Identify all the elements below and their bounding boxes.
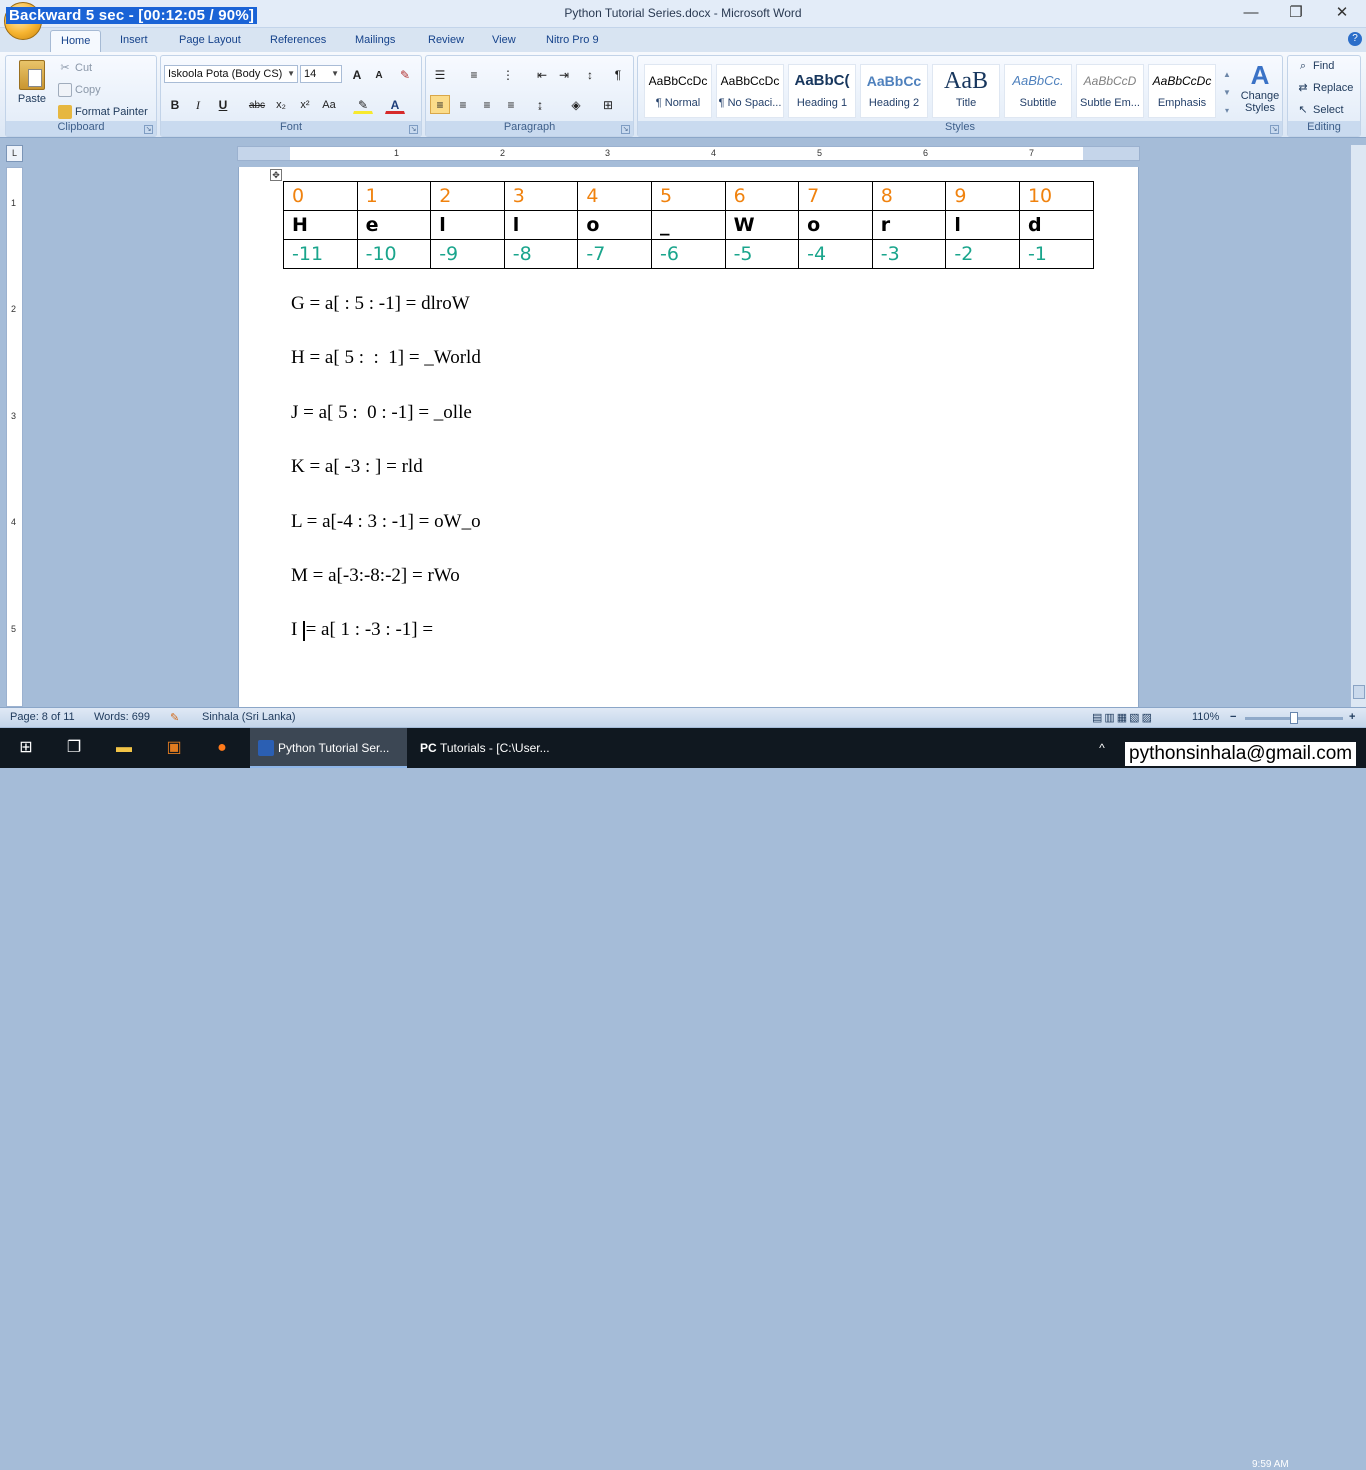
styles-group-label: Styles [638,121,1282,136]
expression-line: M = a[-3:-8:-2] = rWo [291,565,460,586]
style-emphasis[interactable]: AaBbCcDc Emphasis [1148,64,1216,118]
tab-mailings[interactable]: Mailings [355,34,396,46]
taskbar-tutorials-app[interactable]: PC Tutorials - [C:\User... [412,728,572,768]
zoom-slider-thumb[interactable] [1290,712,1298,724]
show-formatting-button[interactable]: ¶ [614,68,622,82]
clipboard-icon [19,60,45,90]
format-painter-button[interactable]: Format Painter [58,105,148,119]
font-color-button[interactable]: A [385,95,405,114]
binoculars-icon: ⌕ [1299,60,1307,72]
tab-references[interactable]: References [270,34,327,46]
firefox-icon[interactable]: ● [217,739,227,756]
proofing-icon[interactable]: ✎ [170,712,180,724]
expression-line: J = a[ 5 : 0 : -1] = _olle [291,402,472,423]
table-cell: -1 [1019,240,1093,269]
style-no-spacing[interactable]: AaBbCcDc ¶ No Spaci... [716,64,784,118]
minimize-button[interactable]: — [1243,4,1259,21]
chevron-down-icon: ▼ [331,69,339,78]
table-cell: -5 [725,240,799,269]
style-normal[interactable]: AaBbCcDc ¶ Normal [644,64,712,118]
table-cell: -4 [799,240,873,269]
replace-button[interactable]: ⇄ Replace [1296,81,1353,95]
subscript-button[interactable]: x₂ [276,99,286,111]
table-cell: 3 [504,182,578,211]
zoom-out-button[interactable]: − [1230,711,1237,723]
expression-line: H = a[ 5 : : 1] = _World [291,347,481,368]
paragraph-launcher-icon[interactable]: ↘ [622,126,629,133]
table-cell: 4 [578,182,652,211]
zoom-level[interactable]: 110% [1192,711,1220,723]
align-right-icon[interactable]: ≡ [483,98,491,112]
table-cell: 5 [651,182,725,211]
table-cell: r [872,211,946,240]
change-styles-button[interactable]: A Change Styles [1238,60,1282,114]
text-cursor [303,621,305,641]
select-button[interactable]: ↖ Select [1296,103,1344,117]
table-cell: 9 [946,182,1020,211]
table-cell: l [946,211,1020,240]
table-cell: -10 [357,240,431,269]
pc-icon: PC [420,741,437,755]
italic-button[interactable]: I [196,98,200,112]
clipboard-group [5,55,157,137]
table-cell: 2 [431,182,505,211]
show-hidden-icons-button[interactable]: ^ [1099,741,1105,755]
table-cell: -3 [872,240,946,269]
style-heading-2[interactable]: AaBbCc Heading 2 [860,64,928,118]
windows-start-icon[interactable]: ⊞ [19,739,33,756]
clipboard-group-label: Clipboard [6,121,156,136]
scissors-icon: ✂ [60,62,70,74]
language-indicator[interactable]: Sinhala (Sri Lanka) [202,711,296,723]
numbering-icon[interactable]: ≡ [470,68,478,82]
tab-nitro-pro[interactable]: Nitro Pro 9 [546,34,599,46]
taskbar-word-app[interactable]: Python Tutorial Ser... [250,728,407,768]
tab-insert[interactable]: Insert [120,34,148,46]
expression-line: L = a[-4 : 3 : -1] = oW_o [291,511,481,532]
task-view-icon[interactable]: ❐ [66,739,82,756]
font-name-combo[interactable]: Iskoola Pota (Body CS) ▼ [164,65,298,83]
table-cell: 1 [357,182,431,211]
table-cell: d [1019,211,1093,240]
powerpoint-icon[interactable]: ▣ [166,739,182,756]
title-bar [0,0,1366,28]
paintbrush-icon [58,105,72,119]
tab-selector[interactable]: L [6,145,23,162]
paragraph-group-label: Paragraph [426,121,633,136]
styles-scroll-up-icon[interactable]: ▲ [1223,70,1231,79]
increase-indent-icon[interactable]: ⇥ [558,68,570,82]
styles-scroll-down-icon[interactable]: ▼ [1223,88,1231,97]
restore-button[interactable]: ❐ [1289,4,1303,21]
copy-button[interactable]: Copy [58,83,101,97]
chevron-down-icon: ▼ [287,69,295,78]
watermark-email: pythonsinhala@gmail.com [1125,742,1356,766]
borders-icon[interactable]: ⊞ [602,98,614,112]
table-cell: l [504,211,578,240]
font-group-label: Font [161,121,421,136]
style-subtle-emphasis[interactable]: AaBbCcD Subtle Em... [1076,64,1144,118]
paragraph-group [425,55,634,137]
expression-line: K = a[ -3 : ] = rld [291,456,423,477]
expression-line: G = a[ : 5 : -1] = dlroW [291,293,470,314]
table-cell: H [284,211,358,240]
index-row [284,182,1094,211]
status-bar [0,707,1366,727]
table-cell: 0 [284,182,358,211]
ruler-bar [0,139,1366,167]
tab-view[interactable]: View [492,34,516,46]
table-cell: -6 [651,240,725,269]
justify-icon[interactable]: ≡ [507,98,515,112]
window-title: Python Tutorial Series.docx - Microsoft Word [564,6,802,20]
table-cell: o [578,211,652,240]
replace-icon: ⇄ [1298,82,1308,94]
table-cell: W [725,211,799,240]
view-buttons-icon[interactable]: ▤▥▦▧▨ [1092,712,1154,724]
cursor-icon: ↖ [1298,104,1308,116]
style-subtitle[interactable]: AaBbCc. Subtitle [1004,64,1072,118]
align-left-icon[interactable]: ≡ [430,95,450,114]
negative-index-row [284,240,1094,269]
word-icon [258,740,274,756]
find-button[interactable]: ⌕ Find [1296,59,1334,73]
strikethrough-button[interactable]: abc [248,100,266,111]
font-group [160,55,422,137]
file-explorer-icon[interactable]: ▬ [116,739,132,756]
table-cell: -8 [504,240,578,269]
table-cell: l [431,211,505,240]
bullets-icon[interactable]: ☰ [434,68,446,82]
font-size-combo[interactable]: 14 ▼ [300,65,342,83]
table-cell: -9 [431,240,505,269]
system-clock[interactable]: 9:59 AM [1252,1459,1289,1470]
grow-font-button[interactable]: A [352,68,362,82]
sort-icon[interactable]: ↕ [587,68,593,82]
tab-review[interactable]: Review [428,34,465,46]
table-cell: -7 [578,240,652,269]
cut-button[interactable]: ✂ Cut [58,61,92,75]
styles-more-icon[interactable]: ▾ [1224,106,1229,115]
table-cell: o [799,211,873,240]
document-page[interactable] [238,167,1139,708]
editing-group [1287,55,1361,137]
table-cell: e [357,211,431,240]
underline-button[interactable]: U [218,98,228,112]
style-title[interactable]: AaB Title [932,64,1000,118]
table-cell: 10 [1019,182,1093,211]
page-count[interactable]: Page: 8 of 11 [10,711,75,723]
vertical-ruler[interactable]: 1 2 3 4 5 [6,167,23,707]
font-launcher-icon[interactable]: ↘ [410,126,417,133]
line-spacing-icon[interactable]: ↨ [537,98,543,112]
character-row [284,211,1094,240]
styles-launcher-icon[interactable]: ↘ [1271,126,1278,133]
close-button[interactable]: ✕ [1335,4,1349,21]
scroll-thumb[interactable] [1353,685,1365,699]
tab-home[interactable]: Home [50,30,101,52]
table-cell: -11 [284,240,358,269]
tab-page-layout[interactable]: Page Layout [179,34,241,46]
string-index-table[interactable] [283,181,1094,269]
multilevel-list-icon[interactable]: ⋮ [502,68,514,82]
copy-icon [58,83,72,97]
shading-icon[interactable]: ◈ [571,98,581,112]
current-expression-line[interactable]: I = a[ 1 : -3 : -1] = [291,619,434,640]
change-styles-icon: A [1250,60,1270,90]
help-icon[interactable]: ? [1348,32,1362,46]
shrink-font-button[interactable]: A [375,70,383,81]
editing-group-label: Editing [1288,121,1360,136]
decrease-indent-icon[interactable]: ⇤ [536,68,548,82]
horizontal-ruler[interactable]: 1 2 3 4 5 6 7 [237,146,1140,161]
clear-formatting-icon[interactable]: ✎ [399,68,411,82]
clipboard-launcher-icon[interactable]: ↘ [145,126,152,133]
style-heading-1[interactable]: AaBbC( Heading 1 [788,64,856,118]
ribbon [0,52,1366,138]
table-move-handle-icon[interactable]: ✥ [270,169,282,181]
zoom-in-button[interactable]: + [1349,711,1356,723]
table-cell: 8 [872,182,946,211]
vertical-scrollbar[interactable] [1350,145,1366,707]
styles-group [637,55,1283,137]
change-case-button[interactable]: Aa [322,99,336,111]
align-center-icon[interactable]: ≡ [459,98,467,112]
video-overlay-text: Backward 5 sec - [00:12:05 / 90%] [6,7,257,24]
highlight-icon[interactable]: ✎ [353,95,373,114]
table-cell: -2 [946,240,1020,269]
word-count[interactable]: Words: 699 [94,711,151,723]
bold-button[interactable]: B [170,98,180,112]
table-cell: 6 [725,182,799,211]
paste-button[interactable]: Paste [14,60,50,105]
superscript-button[interactable]: x² [300,99,310,111]
table-cell: _ [651,211,725,240]
table-cell: 7 [799,182,873,211]
ribbon-tab-bar [0,28,1366,52]
